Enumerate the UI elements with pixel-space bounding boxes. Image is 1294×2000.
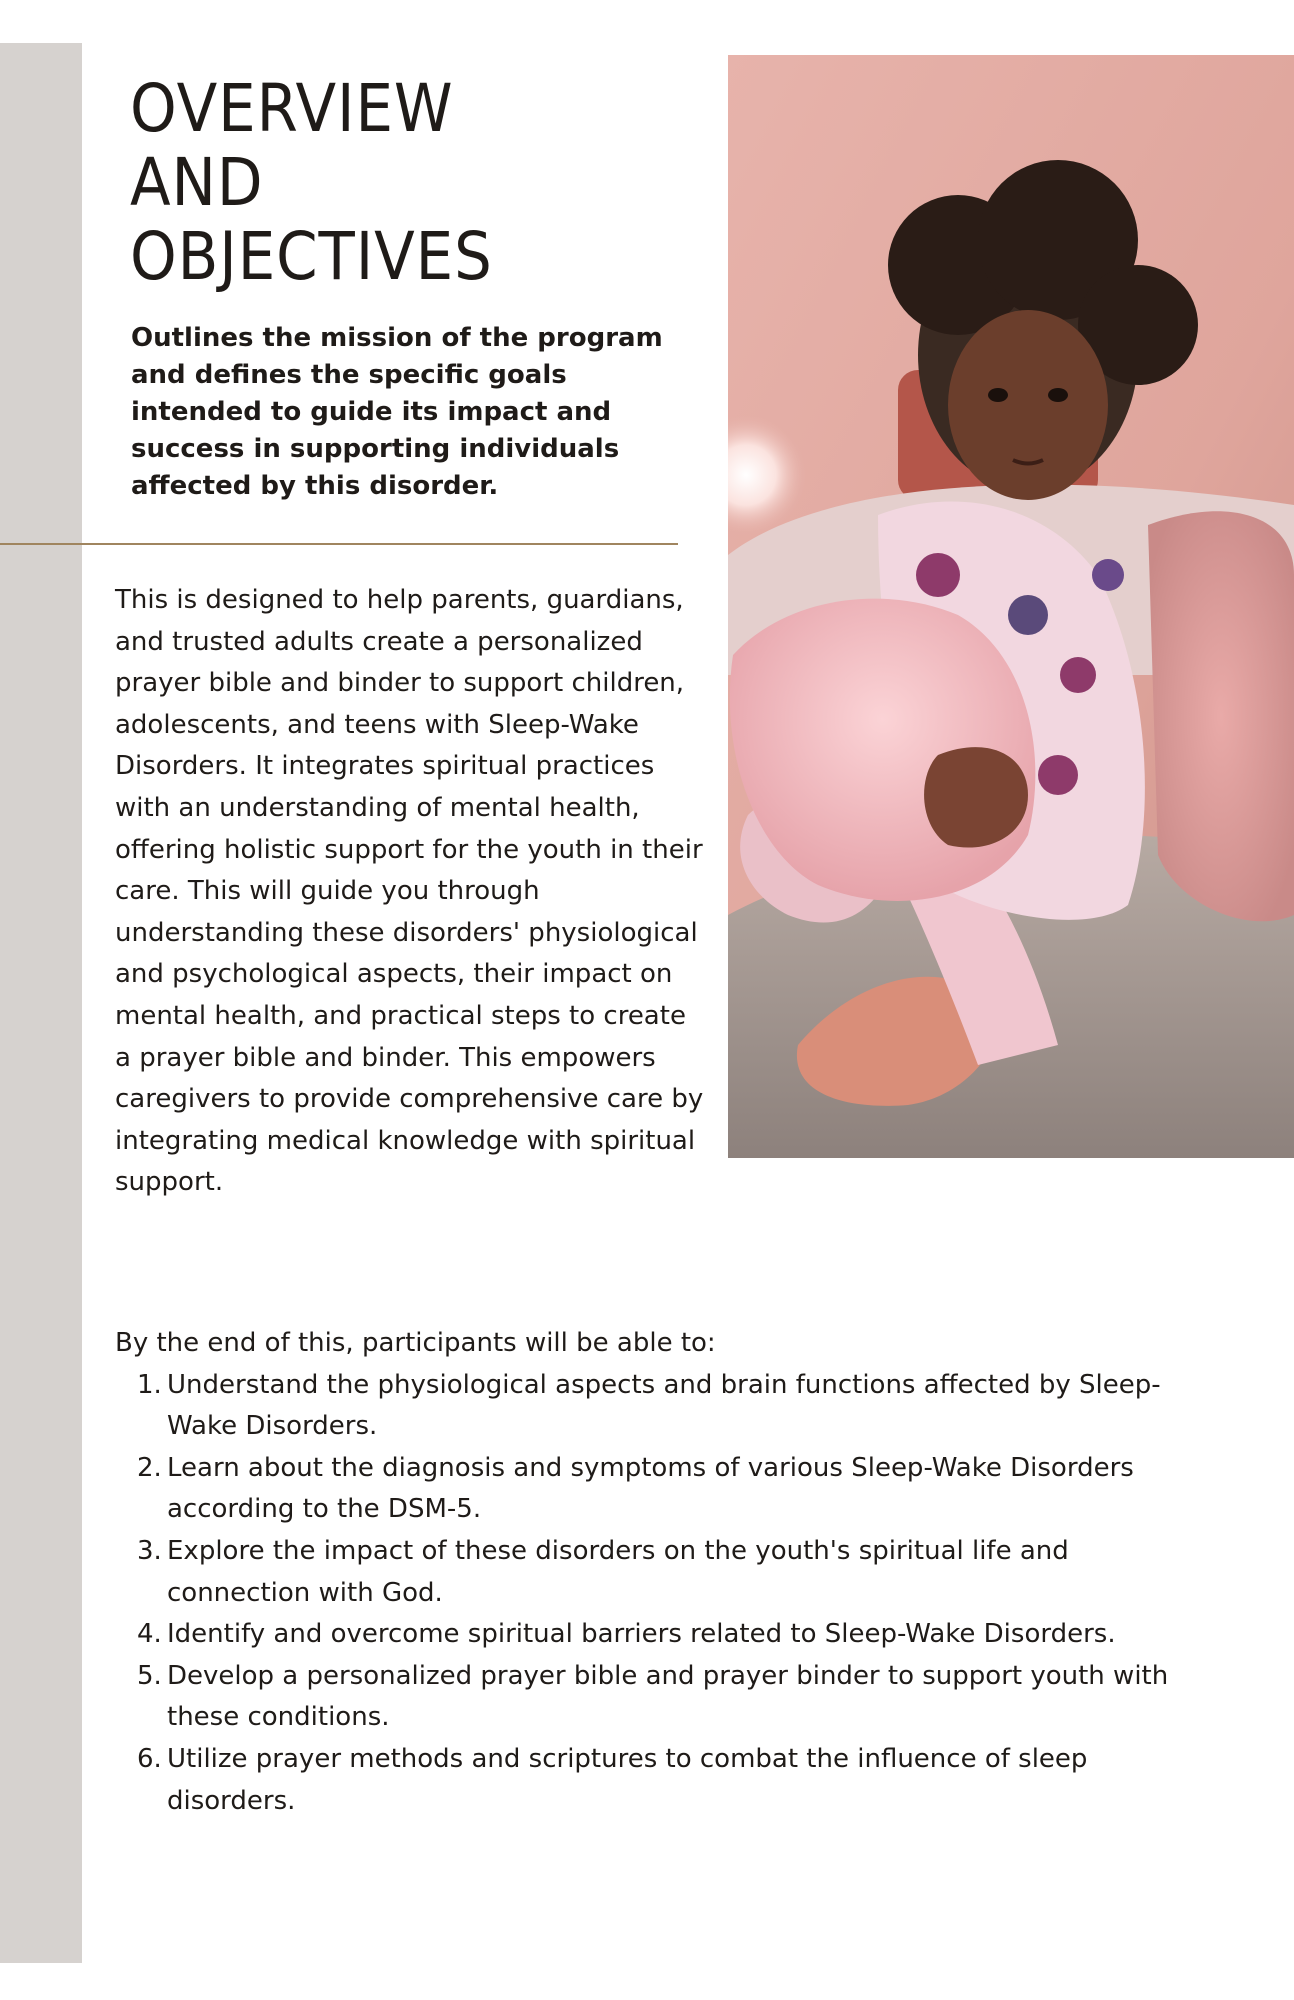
list-item	[115, 1614, 1195, 1656]
list-number: 1.	[137, 1369, 162, 1400]
intro-paragraph: This is designed to help parents, guardians, and trusted adults create a personalized prayer bible and binder to support children, adolescents, and teens with Sleep-Wake Disorders. It integrates spiritual practices with an understanding of mental health, offering holistic support for the youth in their care. This will guide you through understanding these disorders' physiological and psychological aspects, their impact on mental health, and practical steps to create a prayer bible and binder. This empowers caregivers to provide comprehensive care by integrating medical knowledge with spiritual support.	[115, 585, 704, 1198]
title-line: OBJECTIVES	[130, 218, 493, 295]
page-title	[130, 72, 598, 294]
list-number: 6.	[137, 1743, 162, 1774]
child-photo	[728, 55, 1294, 1158]
section-divider	[0, 543, 678, 545]
summary-text: Outlines the mission of the program and defines the specific goals intended to guide its impact and success in supporting individuals affected by this disorder.	[131, 323, 663, 501]
list-item-text: Utilize prayer methods and scriptures to combat the influence of sleep disorders.	[167, 1743, 1088, 1816]
list-item-text: Learn about the diagnosis and symptoms of various Sleep-Wake Disorders according to the DSM-5.	[167, 1452, 1134, 1525]
list-item	[115, 1656, 1195, 1739]
list-item	[115, 1448, 1195, 1531]
list-number: 2.	[137, 1452, 162, 1483]
objectives-list	[115, 1365, 1195, 1823]
list-item-text: Explore the impact of these disorders on the youth's spiritual life and connection with God.	[167, 1535, 1069, 1608]
list-item	[115, 1365, 1195, 1448]
objectives-lead: By the end of this, participants will be able to:	[115, 1328, 716, 1358]
list-item	[115, 1739, 1195, 1822]
list-number: 4.	[137, 1619, 162, 1650]
list-item	[115, 1531, 1195, 1614]
left-accent-bar	[0, 43, 82, 1963]
list-item-text: Identify and overcome spiritual barriers related to Sleep-Wake Disorders.	[167, 1619, 1116, 1650]
title-line: AND	[130, 144, 264, 221]
child-photo-illustration	[728, 55, 1294, 1158]
list-number: 5.	[137, 1660, 162, 1691]
list-item-text: Understand the physiological aspects and brain functions affected by Sleep-Wake Disorders.	[167, 1369, 1161, 1442]
list-item-text: Develop a personalized prayer bible and prayer binder to support youth with these conditions.	[167, 1660, 1169, 1733]
list-number: 3.	[137, 1535, 162, 1566]
objectives-section	[115, 1323, 1195, 1822]
title-line: OVERVIEW	[130, 70, 454, 147]
